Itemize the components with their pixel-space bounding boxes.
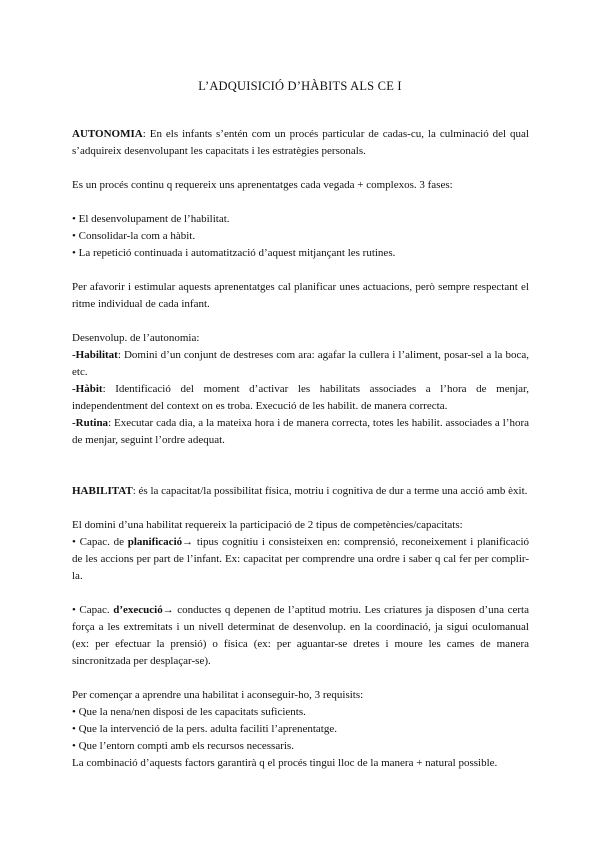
list-item: • El desenvolupament de l’habilitat. (72, 213, 230, 225)
develop-heading: Desenvolup. de l’autonomia: (72, 332, 200, 344)
encourage-paragraph: Per afavorir i estimular aquests aprenentatges cal planificar unes actuacions, però sempre respectant el ritme individual de cada infant. (72, 281, 529, 310)
document-body (72, 126, 529, 772)
domain-intro: El domini d’una habilitat requereix la participació de 2 tipus de competències/capacitats: (72, 519, 463, 531)
list-item: • Consolidar-la com a hàbit. (72, 230, 196, 242)
process-intro: Es un procés continu q requereix uns aprenentatges cada vegada + complexos. 3 fases: (72, 179, 453, 191)
autonomia-definition: AUTONOMIA: En els infants s’entén com un procés particular de cadas-cu, la culminació del qual s’adquireix desenvolupant les capacitats i les estratègies personals. (72, 128, 529, 157)
develop-item-habilitat: -Habilitat: Domini d’un conjunt de destreses com ara: agafar la cullera i l’aliment, posar-sel a la boca, etc. (72, 349, 529, 378)
requisites-intro: Per començar a aprendre una habilitat i aconseguir-ho, 3 requisits: (72, 689, 364, 701)
execution-item: • Capac. d’execució→ conductes q depenen de l’aptitud motriu. Les criatures ja disposen d’una certa força a les extremitats i un nivell determinat de desenvolup. en la coordinació, ja sigui oculomanual (ex: per efectuar la prensió) o física (ex: per aguantar-se dretes i moure les cames de manera sincronitzada per desplaçar-se). (72, 604, 529, 667)
develop-item-habit: -Hàbit: Identificació del moment d’activar les habilitats associades a l’hora de menjar, independentment del context on es troba. Execució de les habilit. de manera correcta. (72, 383, 529, 412)
list-item: • Que la nena/nen disposi de les capacitats suficients. (72, 706, 306, 718)
habilitat-definition: HABILITAT: és la capacitat/la possibilitat física, motriu i cognitiva de dur a terme una acció amb èxit. (72, 485, 528, 497)
autonomia-term: AUTONOMIA (72, 128, 143, 140)
list-item: • Que l’entorn compti amb els recursos necessaris. (72, 740, 294, 752)
habilitat-term: HABILITAT (72, 485, 133, 497)
develop-item-rutina: -Rutina: Executar cada dia, a la mateixa hora i de manera correcta, totes les habilit. associades a l’hora de menjar, seguint l’ordre adequat. (72, 417, 529, 446)
list-item: • La repetició continuada i automatització d’aquest mitjançant les rutines. (72, 247, 396, 259)
conclusion-paragraph: La combinació d’aquests factors garantirà q el procés tingui lloc de la manera + natural possible. (72, 757, 498, 769)
page-title: L’ADQUISICIÓ D’HÀBITS ALS CE I (198, 79, 402, 93)
list-item: • Que la intervenció de la pers. adulta faciliti l’aprenentatge. (72, 723, 337, 735)
planning-item: • Capac. de planificació→ tipus cognitiu i consisteixen en: comprensió, reconeixement i planificació de les accions per part de l’infant. Ex: capacitat per comprendre una ordre i saber q cal fer per complir-la. (72, 536, 530, 582)
